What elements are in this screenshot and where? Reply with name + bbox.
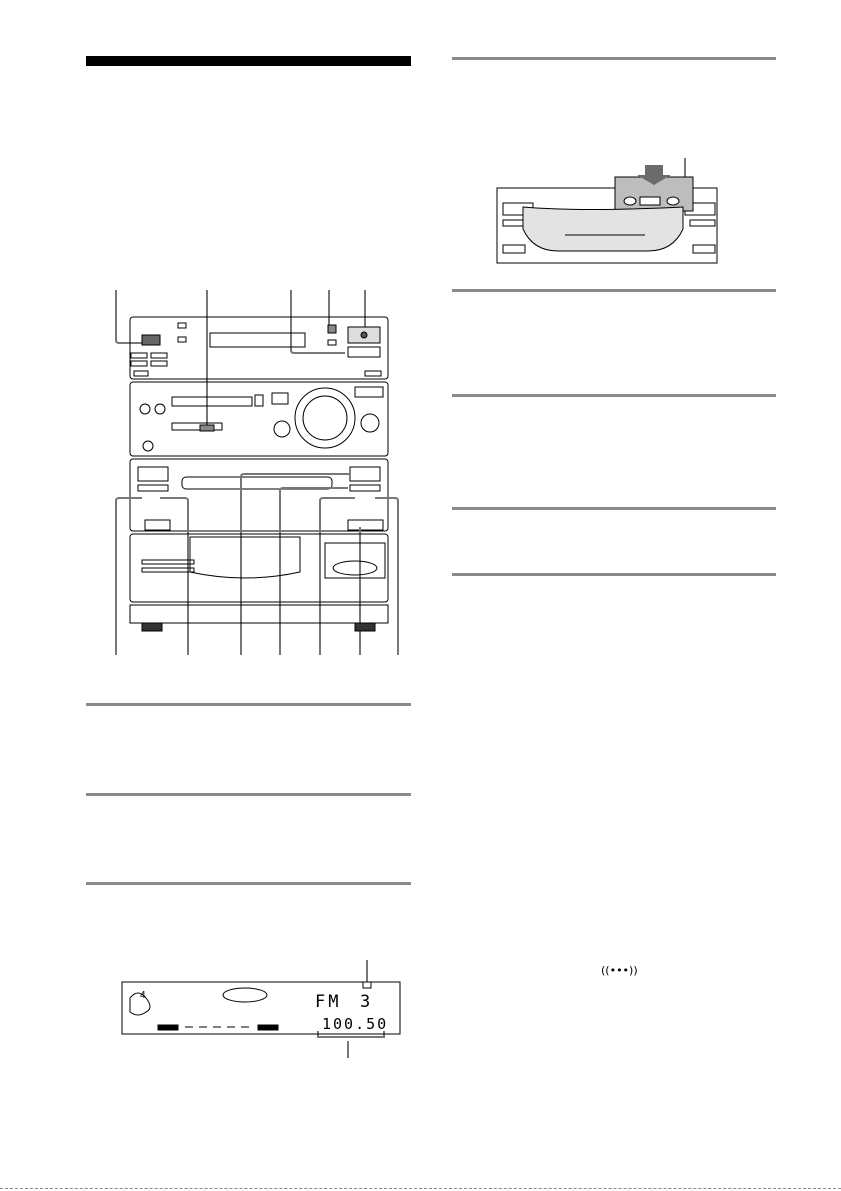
band-indicator: FM: [315, 992, 342, 1012]
step-divider-8: [452, 573, 776, 576]
surround-indicator-icon: ((•••)): [601, 964, 638, 977]
step-divider-3: [86, 882, 411, 885]
step-divider-5: [452, 289, 776, 292]
frequency-readout: 100.50: [322, 1015, 389, 1033]
step-divider-1: [86, 703, 411, 706]
disc-number: 4: [140, 990, 146, 1001]
stereo-system-icon: [100, 285, 420, 665]
step-divider-4: [452, 57, 776, 60]
page-trim-line: [0, 1188, 841, 1189]
step-divider-2: [86, 793, 411, 796]
preset-number: 3: [360, 992, 371, 1012]
step-divider-6: [452, 394, 776, 397]
step-divider-7: [452, 507, 776, 510]
cassette-being-inserted-icon: [495, 155, 720, 265]
fm-tuner-display-icon: [120, 958, 405, 1058]
section-heading-bar: [86, 56, 411, 66]
